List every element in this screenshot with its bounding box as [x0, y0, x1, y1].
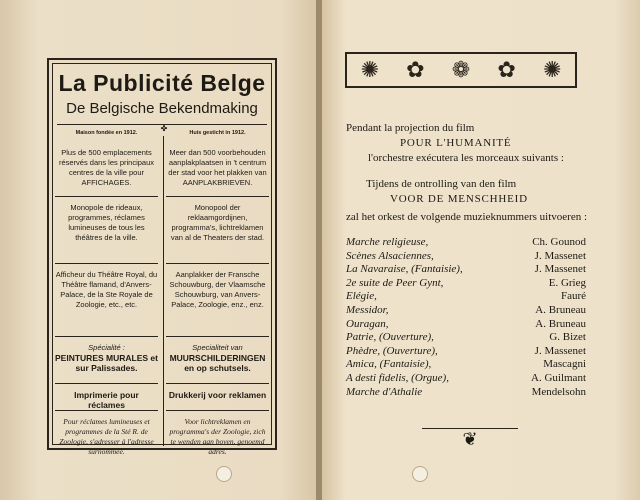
piece-title: Marche d'Athalie: [346, 385, 423, 398]
flower-icon: ✿: [406, 57, 425, 82]
ad-subtitle: De Belgische Bekendmaking: [66, 100, 258, 117]
decorative-banner: [345, 52, 577, 88]
ad-column-french: [55, 128, 158, 457]
composer-name: J. Massenet: [534, 249, 586, 262]
booklet-spine: [316, 0, 322, 500]
composer-name: A. Bruneau: [535, 317, 586, 330]
composer-name: E. Grieg: [548, 276, 586, 289]
billboards-nl: Meer dan 500 voorbehouden aanplakplaatsen in 't centrum der stad voor het plakken van AANPLAKBRIEVEN.: [168, 148, 267, 187]
printing-fr: Imprimerie pour réclames: [55, 383, 158, 410]
specialty-nl: MUURSCHILDERINGEN en op schutsels.: [169, 353, 266, 373]
bill-poster-fr: Afficheur du Théâtre Royal, du Théâtre flamand, d'Anvers-Palace, de la Ste Royale de Zoologie, etc., etc.: [55, 263, 158, 336]
intro-nl-2: zal het orkest de volgende muzieknummers uitvoeren :: [346, 211, 588, 223]
ad-title: La Publicité Belge: [58, 70, 266, 96]
intro-fr-1: Pendant la projection du film: [346, 122, 475, 134]
intro-nl-1: Tijdens de ontrolling van den film: [366, 178, 517, 190]
flower-icon: ✺: [542, 57, 562, 82]
piece-title: Elégie,: [346, 290, 377, 303]
composer-name: J. Massenet: [534, 263, 586, 276]
piece-title: 2e suite de Peer Gynt,: [346, 276, 444, 289]
bill-poster-nl: Aanplakker der Fransche Schouwburg, der Vlaamsche Schouwburg, van Anvers-Palace, Zoologie, enz., enz.: [166, 263, 269, 336]
founded-fr: Maison fondée en 1912.: [75, 130, 138, 136]
film-title-fr: POUR L'HUMANITÉ: [400, 137, 512, 149]
composer-name: Mendelsohn: [531, 385, 586, 398]
piece-title: Patrie, (Ouverture),: [346, 331, 434, 344]
composer-name: J. Massenet: [534, 344, 586, 357]
ad-column-dutch: [166, 128, 269, 457]
flower-icon: ✺: [360, 57, 380, 82]
piece-title: La Navaraise, (Fantaisie),: [346, 263, 463, 276]
piece-title: Scènes Alsaciennes,: [346, 249, 434, 262]
film-title-nl: VOOR DE MENSCHHEID: [390, 193, 528, 205]
specialty-fr: PEINTURES MURALES et sur Palissades.: [55, 353, 158, 373]
intro-fr-2: l'orchestre exécutera les morceaux suivants :: [368, 152, 564, 164]
founded-nl: Huis gesticht in 1912.: [189, 130, 246, 136]
billboards-fr: Plus de 500 emplacements réservés dans les principaux centres de la ville pour AFFICHAGES.: [58, 148, 155, 187]
ornament-icon: ✤: [160, 124, 168, 133]
piece-title: Ouragan,: [346, 317, 389, 330]
program-row: [346, 386, 586, 401]
column-divider: [163, 136, 164, 446]
monopoly-fr: Monopole de rideaux, programmes, réclames lumineuses de tous les théâtres de la ville.: [55, 196, 158, 263]
piece-title: Phèdre, (Ouverture),: [346, 344, 438, 357]
composer-name: A. Guilmant: [531, 372, 586, 384]
piece-title: Marche religieuse,: [346, 236, 429, 248]
staple-hole-left: [216, 466, 232, 482]
composer-name: A. Bruneau: [535, 304, 586, 316]
composer-name: Ch. Gounod: [532, 236, 586, 248]
composer-name: G. Bizet: [549, 331, 586, 344]
printing-nl: Drukkerij voor reklamen: [166, 383, 269, 410]
note-fr: Pour réclames lumineuses et programmes de la Sté R. de Zoologie, s'adresser à l'adresse surnommée.: [55, 410, 158, 457]
specialty-label-nl: Specialiteit van: [166, 336, 269, 353]
piece-title: A desti fidelis, (Orgue),: [346, 372, 449, 384]
piece-title: Amica, (Fantaisie),: [346, 358, 432, 371]
note-nl: Voor lichtreklamen en programma's der Zoologie, zich te wenden aan boven, genoemd adres.: [166, 410, 269, 457]
footer-ornament-icon: ❦: [422, 428, 518, 450]
staple-hole-right: [412, 466, 428, 482]
advertisement-box: [47, 58, 277, 456]
flower-icon: ❁: [451, 57, 471, 82]
specialty-label-fr: Spécialité :: [55, 336, 158, 353]
flower-icon: ✿: [497, 57, 516, 82]
monopoly-nl: Monopool der reklaamgordijnen, programma's, lichtreklamen van al de Theaters der stad.: [166, 196, 269, 263]
piece-title: Messidor,: [346, 304, 389, 316]
composer-name: Mascagni: [543, 358, 586, 371]
composer-name: Fauré: [560, 290, 586, 303]
